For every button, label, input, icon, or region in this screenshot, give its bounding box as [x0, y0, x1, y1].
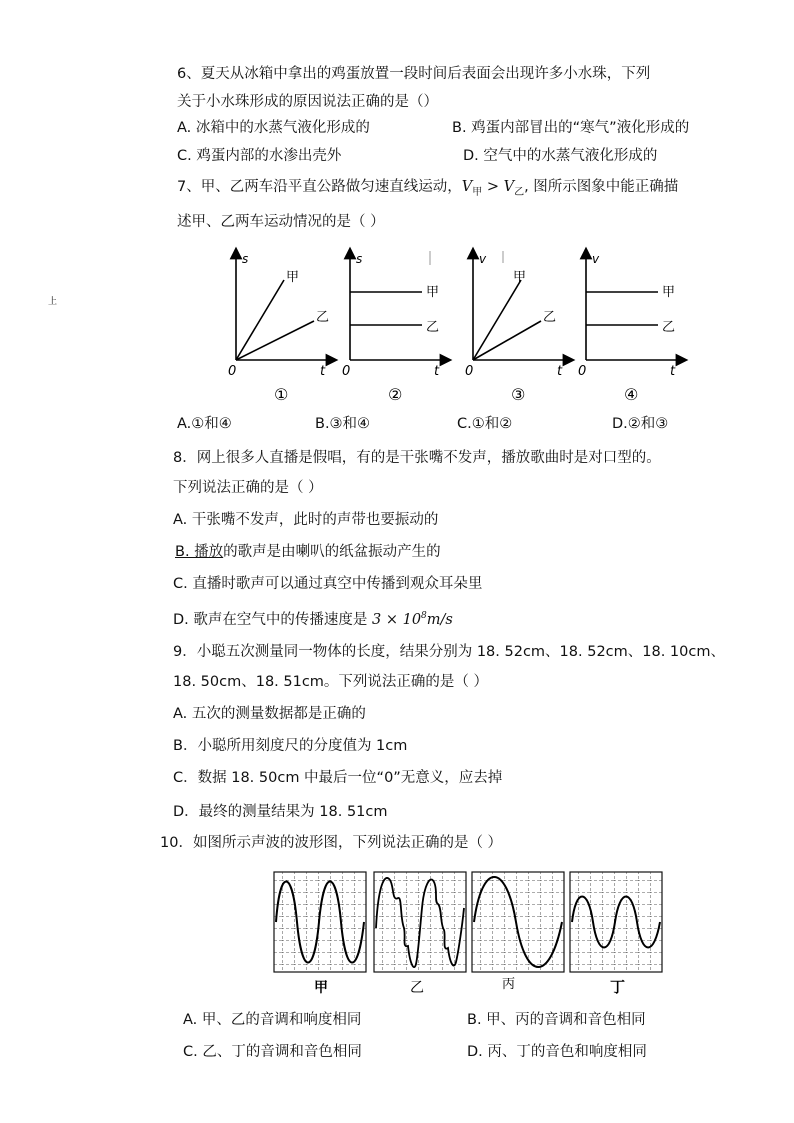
wave-panel-ding: [570, 872, 662, 996]
graph-1-origin: 0: [228, 364, 237, 379]
q6-option-d[interactable]: D. 空气中的水蒸气液化形成的: [463, 148, 658, 164]
q7-option-a[interactable]: A.①和④: [177, 416, 232, 432]
graph-4-y-label: v: [592, 252, 600, 266]
q7-gt: >: [482, 179, 504, 195]
graph-4-label-jia: 甲: [662, 285, 676, 300]
q6-option-c[interactable]: C. 鸡蛋内部的水渗出壳外: [177, 148, 342, 164]
graph-2-label-yi: 乙: [426, 320, 440, 335]
wave-panel-jia: [274, 872, 366, 996]
q9-option-a[interactable]: A. 五次的测量数据都是正确的: [173, 706, 366, 722]
q7-sub1: 甲: [472, 186, 483, 198]
graph-4-label-yi: 乙: [662, 320, 676, 335]
q7-graphs-figure: [224, 245, 694, 405]
q7-sub2: 乙: [514, 186, 525, 198]
q8-option-a[interactable]: A. 干张嘴不发声，此时的声带也要振动的: [173, 512, 439, 528]
wave-panel-yi: [374, 872, 466, 996]
graph-4: [578, 252, 682, 404]
graph-2-origin: 0: [342, 364, 351, 379]
q7-stem-line2: 述甲、乙两车运动情况的是（ ）: [177, 214, 385, 230]
q7-v2: V: [503, 179, 515, 195]
graph-3-origin: 0: [465, 364, 474, 379]
graph-1-label-jia: 甲: [286, 270, 300, 285]
q8-option-b-rest: 的歌声是由喇叭的纸盆振动产生的: [223, 544, 441, 560]
q7-option-c[interactable]: C.①和②: [457, 416, 513, 432]
graph-3-y-label: v: [479, 252, 487, 266]
q9-option-c[interactable]: C．数据 18. 50cm 中最后一位“0”无意义，应去掉: [173, 770, 503, 786]
graph-3: [465, 251, 569, 404]
q8-option-b-underlined: B. 播放: [175, 544, 224, 560]
q8-option-b[interactable]: [175, 542, 441, 562]
q10-option-a[interactable]: A. 甲、乙的音调和响度相同: [183, 1012, 362, 1028]
graph-4-x-label: t: [670, 364, 676, 379]
q8-option-d-exponent: 8: [421, 611, 427, 621]
q8-stem-line2: 下列说法正确的是（ ）: [173, 480, 323, 496]
q9-option-b[interactable]: B．小聪所用刻度尺的分度值为 1cm: [173, 738, 408, 754]
q6-option-b[interactable]: B. 鸡蛋内部冒出的“寒气”液化形成的: [452, 120, 690, 136]
wave-label-jia: 甲: [314, 980, 328, 996]
graph-1-label-yi: 乙: [316, 310, 330, 325]
graph-1-y-label: s: [242, 252, 249, 266]
graph-2: [342, 251, 446, 404]
q7-option-d[interactable]: D.②和③: [612, 416, 669, 432]
margin-mark: 上: [48, 297, 58, 307]
q8-stem-line1: 8．网上很多人直播是假唱，有的是干张嘴不发声，播放歌曲时是对口型的。: [173, 450, 661, 466]
q8-option-d-unit: m/s: [426, 611, 453, 628]
q6-stem-line2: 关于小水珠形成的原因说法正确的是（）: [177, 94, 438, 110]
q7-stem-suffix: , 图所示图象中能正确描: [524, 179, 679, 195]
wave-label-yi: 乙: [410, 980, 424, 996]
graph-3-label-yi: 乙: [543, 310, 557, 325]
q7-v1: V: [461, 179, 473, 195]
graph-4-origin: 0: [578, 364, 587, 379]
q10-option-b[interactable]: B. 甲、丙的音调和音色相同: [467, 1012, 646, 1028]
q8-option-d-number: 3 × 10: [372, 611, 422, 628]
q7-stem-prefix: 7、甲、乙两车沿平直公路做匀速直线运动，: [177, 179, 462, 195]
wave-panel-bing: [472, 872, 564, 992]
graph-3-caption: ③: [511, 385, 526, 404]
graph-2-label-jia: 甲: [426, 285, 440, 300]
q9-stem-line2: 18. 50cm、18. 51cm。下列说法正确的是（ ）: [173, 674, 489, 690]
q9-stem-line1: 9．小聪五次测量同一物体的长度，结果分别为 18. 52cm、18. 52cm、18. 10cm、: [173, 644, 725, 660]
q9-option-d[interactable]: D．最终的测量结果为 18. 51cm: [173, 804, 388, 820]
q10-option-d[interactable]: D. 丙、丁的音色和响度相同: [467, 1044, 647, 1060]
graph-1: [228, 252, 332, 404]
graph-3-label-jia: 甲: [513, 270, 527, 285]
q8-option-c[interactable]: C. 直播时歌声可以通过真空中传播到观众耳朵里: [173, 576, 483, 592]
graph-3-x-label: t: [557, 364, 563, 379]
graph-1-x-label: t: [320, 364, 326, 379]
q8-option-d[interactable]: [173, 606, 453, 630]
graph-2-y-label: s: [356, 252, 363, 266]
q6-stem-line1: 6、夏天从冰箱中拿出的鸡蛋放置一段时间后表面会出现许多小水珠，下列: [177, 66, 651, 82]
q7-option-b[interactable]: B.③和④: [315, 416, 371, 432]
q10-waveforms-figure: [270, 868, 665, 998]
graph-1-caption: ①: [274, 385, 289, 404]
wave-label-ding: 丁: [610, 978, 626, 996]
q10-stem: 10．如图所示声波的波形图，下列说法正确的是（ ）: [160, 835, 503, 851]
wave-label-bing: 丙: [502, 977, 516, 992]
graph-2-x-label: t: [434, 364, 440, 379]
q7-stem-line1: [177, 177, 678, 203]
q8-option-d-text: D. 歌声在空气中的传播速度是: [173, 611, 372, 628]
q6-option-a[interactable]: A. 冰箱中的水蒸气液化形成的: [177, 120, 370, 136]
graph-2-caption: ②: [388, 385, 403, 404]
graph-4-caption: ④: [624, 385, 639, 404]
q10-option-c[interactable]: C. 乙、丁的音调和音色相同: [183, 1044, 362, 1060]
graph-3-line-yi: [473, 321, 541, 360]
graph-3-line-jia: [473, 280, 521, 360]
